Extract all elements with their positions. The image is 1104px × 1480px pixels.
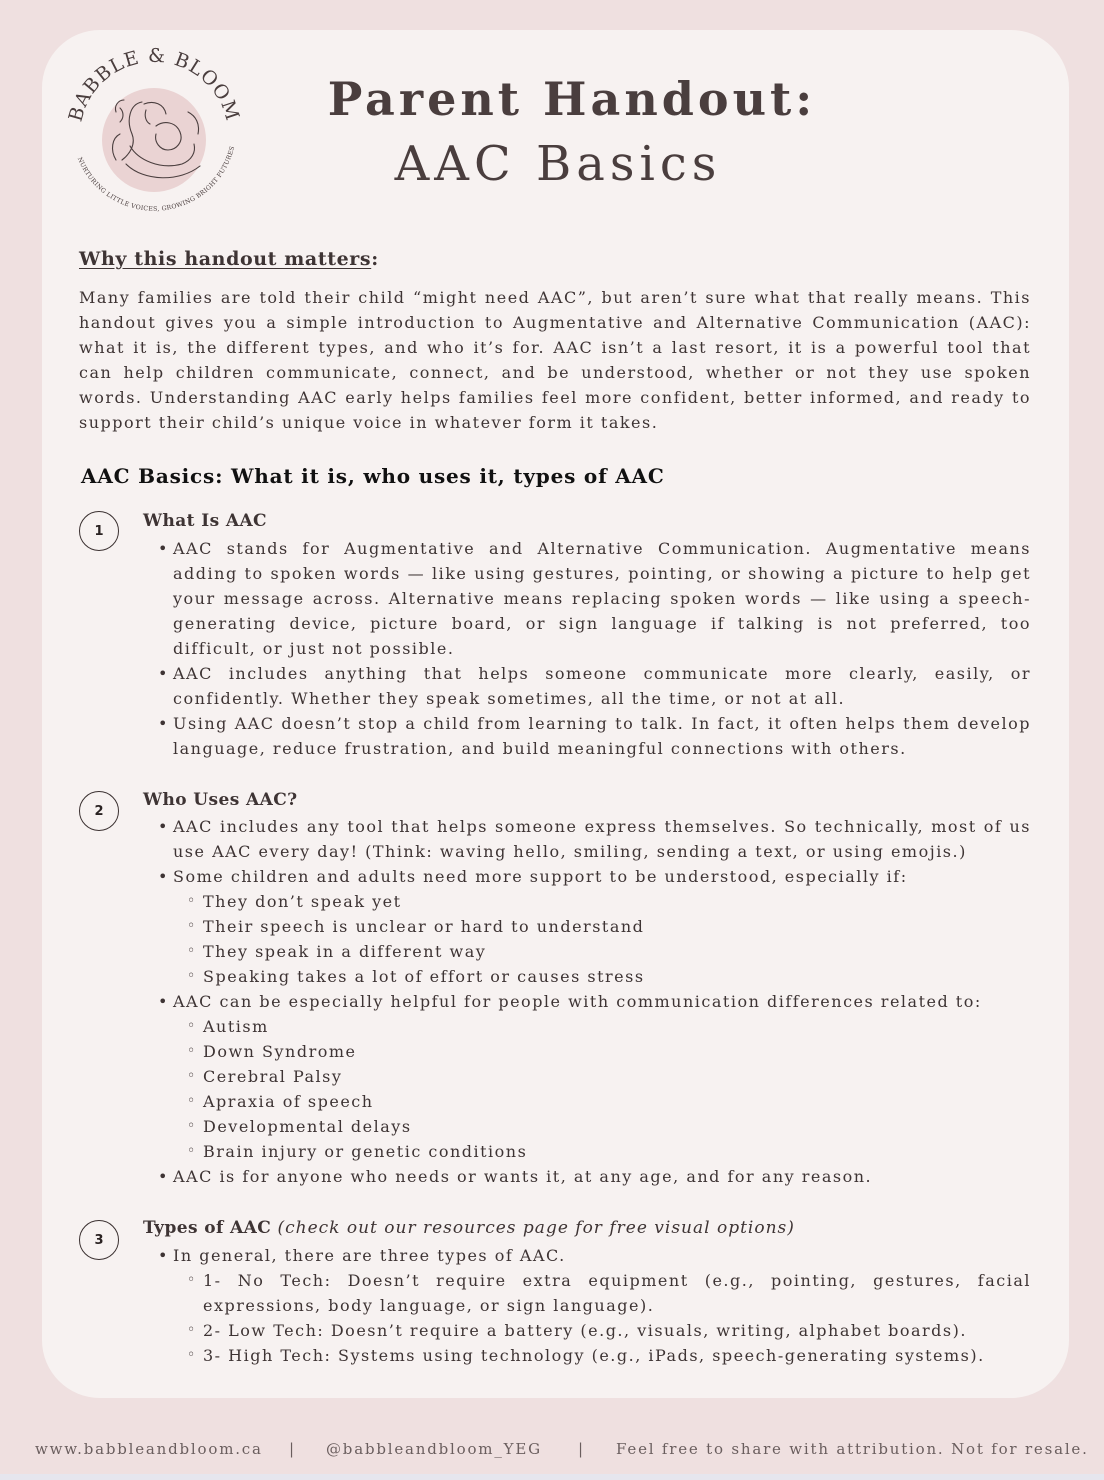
list-item: • Some children and adults need more support to be understood, especially if: <box>173 864 1031 889</box>
footer-separator: | <box>578 1440 585 1458</box>
logo-brand-text: BABBLE & BLOOM <box>64 44 244 125</box>
logo-tagline-text: NURTURING LITTLE VOICES, GROWING BRIGHT FUTURES <box>75 145 237 213</box>
sub-list-item: ◦ They speak in a different way <box>173 939 1031 964</box>
page-subtitle: AAC Basics <box>394 136 722 192</box>
types-of-aac-list <box>173 1243 1031 1368</box>
list-item: • AAC is for anyone who needs or wants it, at any age, and for any reason. <box>173 1164 1031 1189</box>
bottom-bar <box>0 1474 1104 1480</box>
sub-list-item: ◦ They don’t speak yet <box>173 889 1031 914</box>
sub-list-item: ◦ Developmental delays <box>173 1114 1031 1139</box>
sub-list-item: ◦ Speaking takes a lot of effort or causes stress <box>173 964 1031 989</box>
sub-list-item: ◦ 1- No Tech: Doesn’t require extra equipment (e.g., pointing, gestures, facial expressions, body language, or sign language). <box>173 1268 1031 1318</box>
list-item: • In general, there are three types of AAC. <box>173 1243 1031 1268</box>
section-heading-who-uses-aac: Who Uses AAC? <box>143 790 298 810</box>
why-heading <box>79 248 379 270</box>
section-heading-types-of-aac <box>143 1218 795 1238</box>
sub-list-item: ◦ Down Syndrome <box>173 1039 1031 1064</box>
what-is-aac-list <box>173 536 1031 761</box>
footer-notice: Feel free to share with attribution. Not for resale. <box>616 1440 1089 1458</box>
section-number-2: 2 <box>79 791 119 831</box>
sub-list-item: ◦ Autism <box>173 1014 1031 1039</box>
section-heading-text: Types of AAC <box>143 1218 272 1238</box>
section-heading-what-is-aac: What Is AAC <box>143 511 267 531</box>
sub-list-item: ◦ 2- Low Tech: Doesn’t require a battery (e.g., visuals, writing, alphabet boards). <box>173 1318 1031 1343</box>
why-body: Many families are told their child “might need AAC”, but aren’t sure what that really means. This handout gives you a simple introduction to Augmentative and Alternative Communication (AAC): what it is, the different types, and who it’s for. AAC isn’t a last resort, it is a powerful tool that can help children communicate, connect, and be understood, whether or not they use spoken words. Understanding AAC early helps families feel more confident, better informed, and ready to support their child’s unique voice in whatever form it takes. <box>79 288 1031 432</box>
who-uses-aac-list <box>173 814 1031 1189</box>
list-item: • AAC includes anything that helps someone communicate more clearly, easily, or confidently. Whether they speak sometimes, all the time, or not at all. <box>173 661 1031 711</box>
page-title: Parent Handout: <box>327 72 817 126</box>
section-heading-note: (check out our resources page for free visual options) <box>277 1218 795 1238</box>
footer-website: www.babbleandbloom.ca <box>35 1440 263 1458</box>
sub-list-item: ◦ Their speech is unclear or hard to understand <box>173 914 1031 939</box>
sub-list-item: ◦ 3- High Tech: Systems using technology (e.g., iPads, speech-generating systems). <box>173 1343 1031 1368</box>
footer-handle: @babbleandbloom_YEG <box>326 1440 542 1458</box>
section-number-1: 1 <box>79 511 119 551</box>
list-item: • AAC includes any tool that helps someone express themselves. So technically, most of us use AAC every day! (Think: waving hello, smiling, sending a text, or using emojis.) <box>173 814 1031 864</box>
footer-separator: | <box>289 1440 296 1458</box>
list-item: • Using AAC doesn’t stop a child from learning to talk. In fact, it often helps them develop language, reduce frustration, and build meaningful connections with others. <box>173 711 1031 761</box>
list-item: • AAC stands for Augmentative and Alternative Communication. Augmentative means adding to spoken words — like using gestures, pointing, or showing a picture to help get your message across. Alternative means replacing spoken words — like using a speech-generating device, picture board, or sign language if talking is not preferred, too difficult, or just not possible. <box>173 536 1031 661</box>
list-item: • AAC can be especially helpful for people with communication differences related to: <box>173 989 1031 1014</box>
section-number-3: 3 <box>79 1220 119 1260</box>
basics-heading: AAC Basics: What it is, who uses it, types of AAC <box>81 464 665 488</box>
sub-list-item: ◦ Cerebral Palsy <box>173 1064 1031 1089</box>
why-heading-text: Why this handout matters <box>79 248 372 270</box>
sub-list-item: ◦ Brain injury or genetic conditions <box>173 1139 1031 1164</box>
why-heading-colon: : <box>371 248 379 270</box>
sub-list-item: ◦ Apraxia of speech <box>173 1089 1031 1114</box>
